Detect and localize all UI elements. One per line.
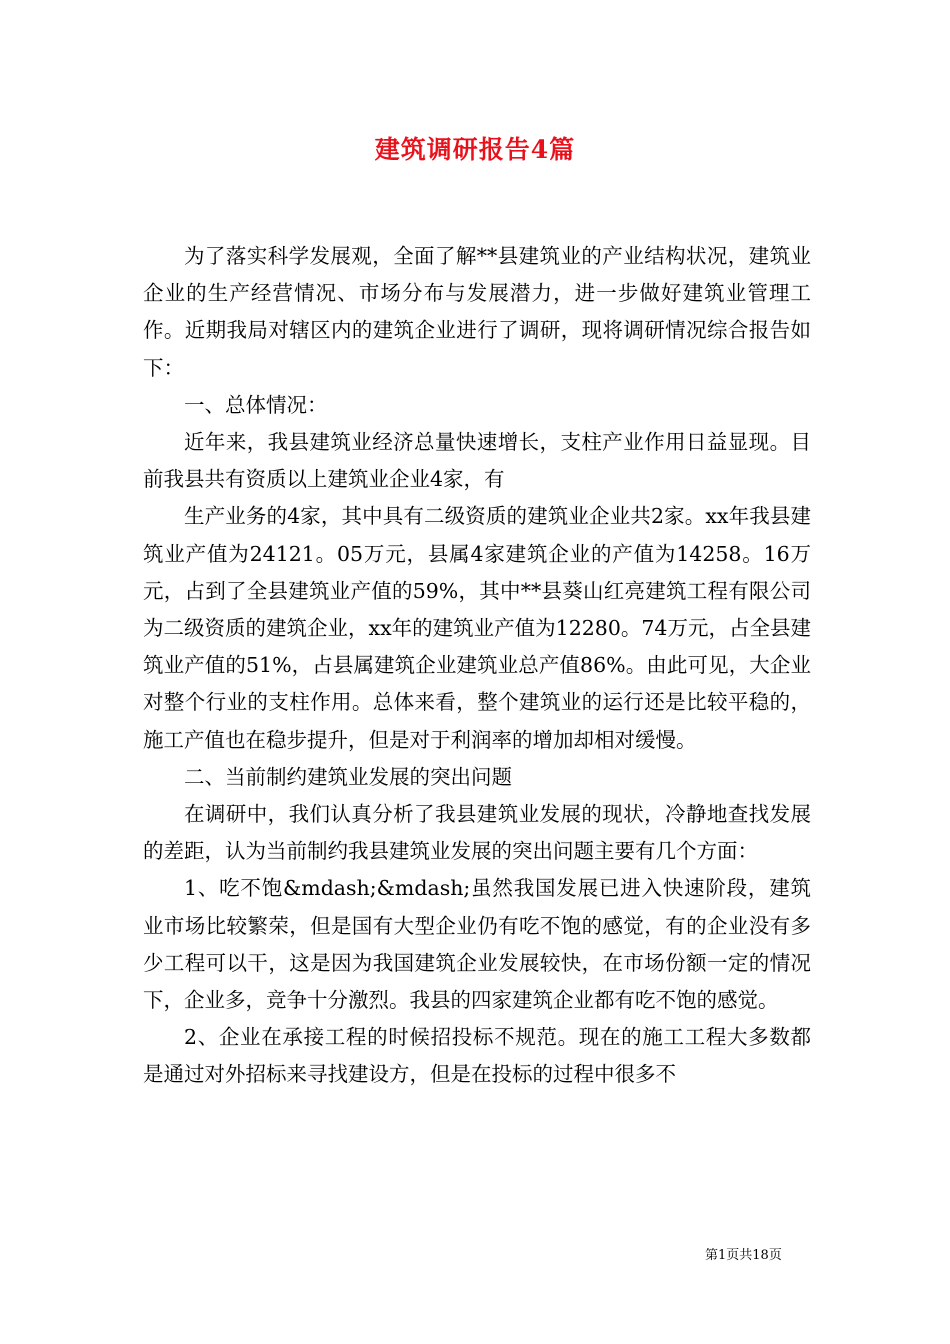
section-heading-problems: 二、当前制约建筑业发展的突出问题 bbox=[184, 764, 512, 789]
page-number: 第1页共18页 bbox=[705, 1248, 782, 1263]
paragraph-problems-intro: 在调研中，我们认真分析了我县建筑业发展的现状，冷静地查找发展的差距，认为当前制约我县建筑业发展的突出问题主要有几个方面： bbox=[143, 802, 811, 864]
paragraph-overview-1: 近年来，我县建筑业经济总量快速增长，支柱产业作用日益显现。目前我县共有资质以上建筑业企业4家，有 bbox=[143, 430, 811, 492]
paragraph-intro: 为了落实科学发展观，全面了解**县建筑业的产业结构状况，建筑业企业的生产经营情况、市场分布与发展潜力，进一步做好建筑业管理工作。近期我局对辖区内的建筑企业进行了调研，现将调研情况综合报告如下： bbox=[143, 244, 811, 380]
document-title: 建筑调研报告4篇 bbox=[374, 135, 576, 164]
section-heading-overview: 一、总体情况： bbox=[184, 392, 328, 417]
paragraph-problem-2: 2、企业在承接工程的时候招投标不规范。现在的施工工程大多数都是通过对外招标来寻找建设方，但是在投标的过程中很多不 bbox=[143, 1025, 811, 1087]
paragraph-overview-2: 生产业务的4家，其中具有二级资质的建筑业企业共2家。xx年我县建筑业产值为24121。05万元，县属4家建筑企业的产值为14258。16万元，占到了全县建筑业产值的59%，其中**县葵山红亮建筑工程有限公司为二级资质的建筑企业，xx年的建筑业产值为12280。74万元，占全县建筑业产值的51%，占县属建筑企业建筑业总产值86%。由此可见，大企业对整个行业的支柱作用。总体来看，整个建筑业的运行还是比较平稳的，施工产值也在稳步提升，但是对于利润率的增加却相对缓慢。 bbox=[143, 504, 811, 752]
paragraph-problem-1: 1、吃不饱&mdash;&mdash;虽然我国发展已进入快速阶段，建筑业市场比较繁荣，但是国有大型企业仍有吃不饱的感觉，有的企业没有多少工程可以干，这是因为我国建筑企业发展较快，在市场份额一定的情况下，企业多，竞争十分激烈。我县的四家建筑企业都有吃不饱的感觉。 bbox=[143, 876, 811, 1013]
document-body bbox=[143, 238, 811, 1094]
